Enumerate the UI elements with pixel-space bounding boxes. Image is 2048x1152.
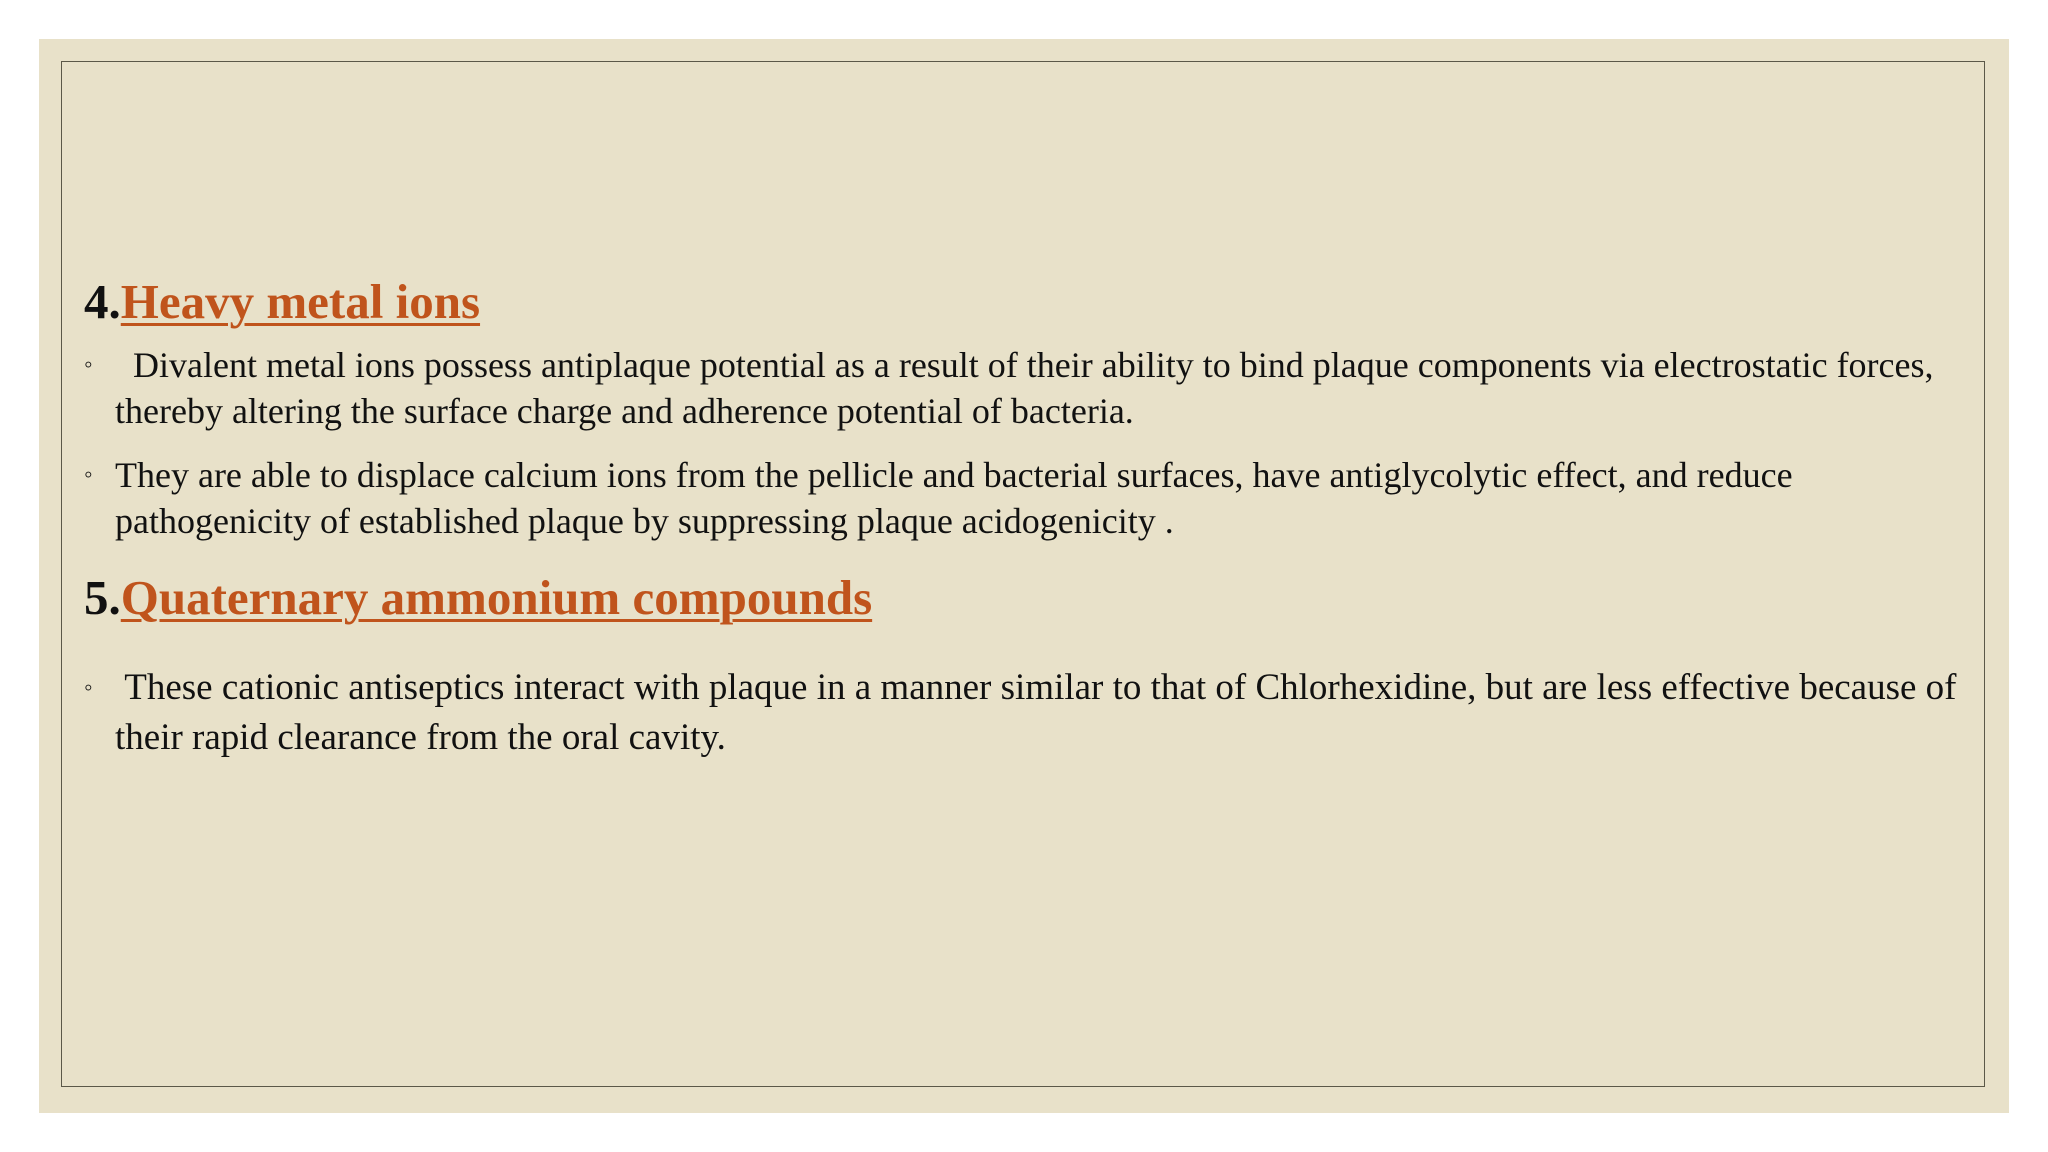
bullet-list: [84, 342, 1964, 544]
bullet-item: [84, 342, 1964, 434]
section-title: Quaternary ammonium compounds: [120, 570, 873, 626]
bullet-list: [84, 663, 1964, 763]
bullet-marker-icon: ◦: [84, 674, 93, 701]
bullet-marker-icon: ◦: [84, 462, 93, 489]
bullet-text: They are able to displace calcium ions from the pellicle and bacterial surfaces, have antiglycolytic effect, and reduce pathogenicity of established plaque by suppressing plaque acidogenicity .: [115, 455, 1793, 542]
section-heading-quaternary-ammonium-compounds: [84, 570, 1964, 626]
slide: [39, 39, 2009, 1113]
section-title: Heavy metal ions: [120, 274, 481, 329]
bullet-item: [84, 663, 1964, 763]
section-heading-heavy-metal-ions: [84, 274, 1964, 330]
bullet-text: These cationic antiseptics interact with plaque in a manner similar to that of Chlorhexidine, but are less effective because of their rapid clearance from the oral cavity.: [115, 666, 1966, 758]
bullet-item: [84, 452, 1964, 544]
bullet-text: Divalent metal ions possess antiplaque potential as a result of their ability to bind plaque components via electrostatic forces, thereby altering the surface charge and adherence potential of bacteria.: [115, 345, 1943, 432]
section-number: 5.: [84, 570, 121, 626]
section-number: 4.: [84, 274, 121, 329]
bullet-marker-icon: ◦: [84, 352, 93, 379]
slide-content: [84, 274, 1964, 763]
